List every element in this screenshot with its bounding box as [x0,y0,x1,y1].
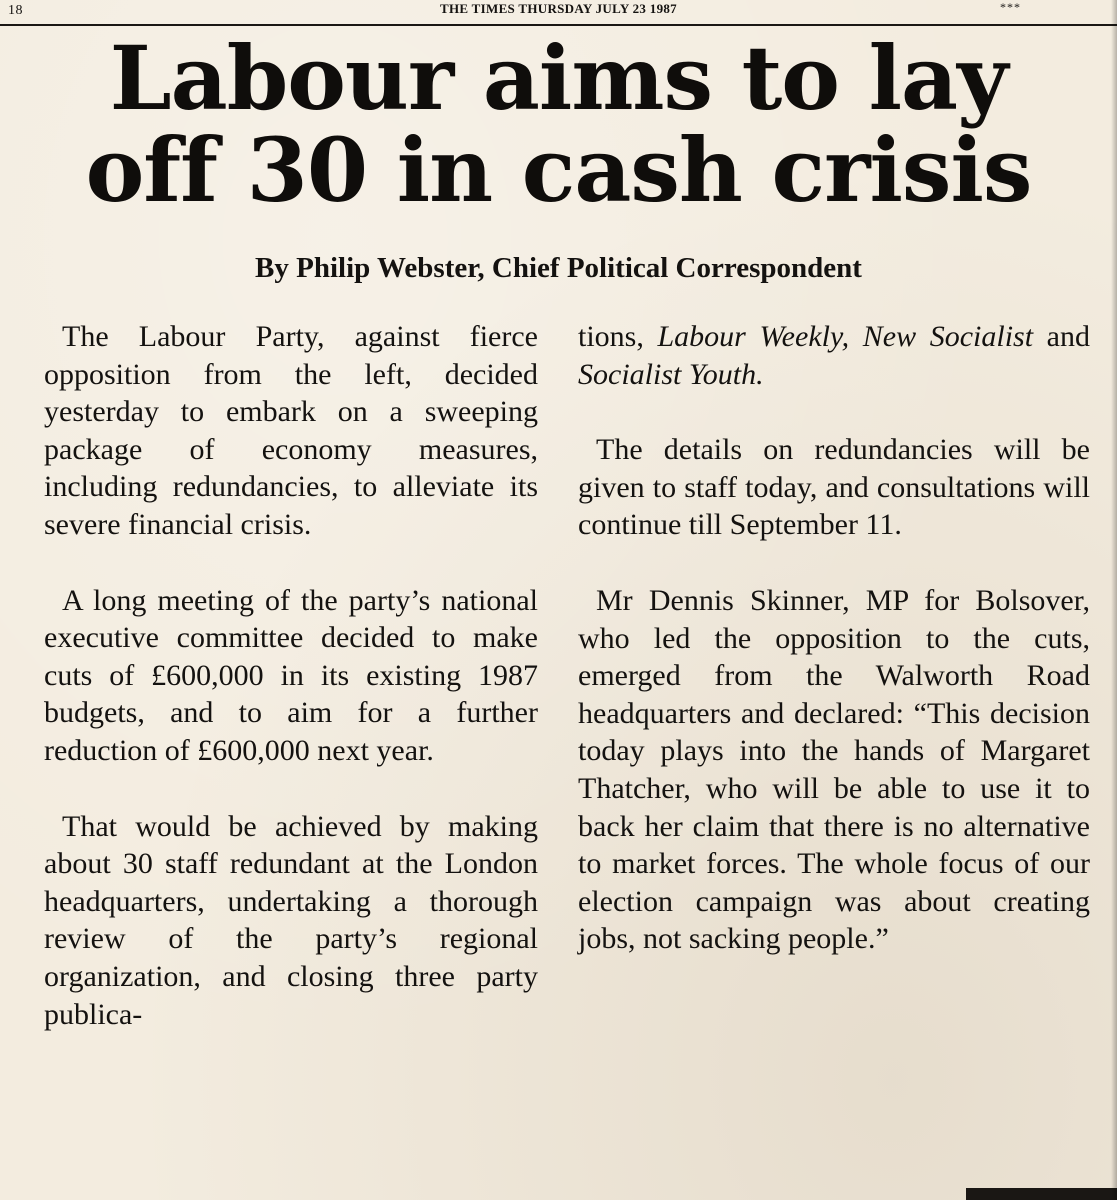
publication-line: THE TIMES THURSDAY JULY 23 1987 [440,1,677,16]
paragraph-intro: The Labour Party, against fierce opposition from the left, decided yesterday to embark on a sweeping package of economy measures, including redundancies, to alleviate its severe financial crisis. [44,320,538,541]
article-column-right [578,318,1090,958]
edition-marks: *** [1000,0,1021,14]
continuation-text: tions, [578,320,658,353]
page-edge-shadow [1111,0,1117,1200]
paragraph-publications [578,318,1090,393]
masthead [0,0,1117,26]
article-column-left [44,318,538,1033]
bottom-rule [966,1188,1117,1200]
conjunction-text: and [1033,320,1090,353]
publication-names: Labour Weekly, New Socialist [657,320,1034,353]
paragraph-details: The details on redundancies will be given to staff today, and consultations will continue till September 11. [578,433,1090,542]
page-number: 18 [8,3,23,18]
publication-name-youth: Socialist Youth. [578,357,764,391]
paragraph-redundancies: That would be achieved by making about 30 staff redundant at the London headquarters, undertaking a thorough review of the party’s regional organization, and closing three party publica- [44,809,538,1031]
paragraph-meeting: A long meeting of the party’s national executive committee decided to make cuts of £600,000 in its existing 1987 budgets, and to aim for a further reduction of £600,000 next year. [44,583,538,767]
article-headline: Labour aims to lay off 30 in cash crisis [85,26,1032,222]
article-byline: By Philip Webster, Chief Political Correspondent [255,252,862,284]
paragraph-skinner-quote: Mr Dennis Skinner, MP for Bolsover, who led the opposition to the cuts, emerged from the Walworth Road headquarters and declared: “This decision today plays into the hands of Margaret Thatcher, who will be able to use it to back her claim that there is no alternative to market forces. The whole focus of our election campaign was about creating jobs, not sacking people.” [578,583,1090,956]
